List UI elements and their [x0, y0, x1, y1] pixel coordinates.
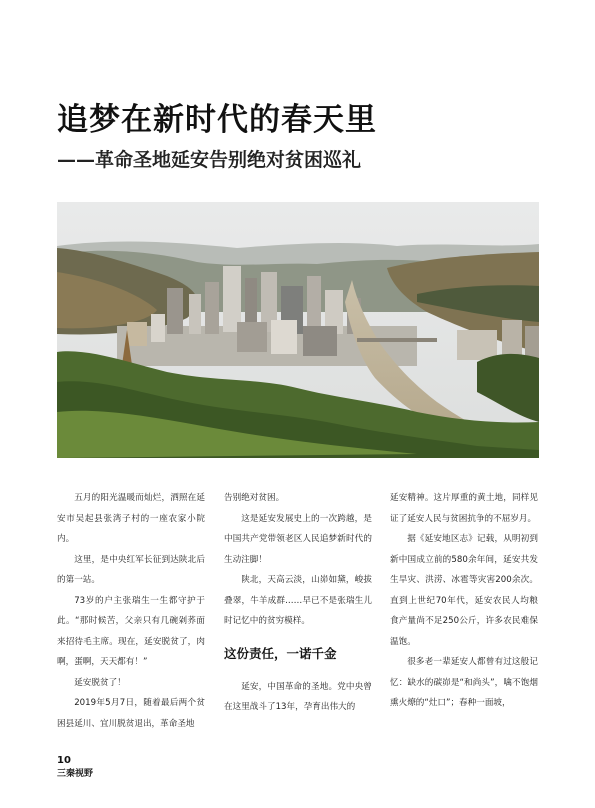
text-column-1	[57, 488, 205, 734]
paragraph: 这是延安发展史上的一次跨越，是中国共产党带领老区人民追梦新时代的生动注脚！	[224, 513, 372, 565]
paragraph: 73岁的户主张瑞生一生都守护于此。“那时候苦，父亲只有几碗剁荞面来招待毛主席。现在，延安脱贫了，肉啊，蛋啊，天天都有！”	[57, 595, 205, 667]
magazine-masthead: 三秦视野	[57, 769, 94, 779]
paragraph: 延安，中国革命的圣地。党中央曾在这里战斗了13年，孕育出伟大的	[224, 681, 372, 712]
text-column-3	[390, 488, 538, 714]
paragraph: 据《延安地区志》记载，从明初到新中国成立前的580余年间，延安共发生旱灾、洪涝、冰雹等灾害200余次。直到上世纪70年代，延安农民人均粮食产量尚不足250公斤，许多农民难保温饱。	[390, 534, 538, 647]
text-column-2	[224, 488, 372, 718]
paragraph-continued: 延安精神。这片厚重的黄土地，同样见证了延安人民与贫困抗争的不屈岁月。	[390, 493, 538, 524]
paragraph-continued: 告别绝对贫困。	[224, 493, 285, 503]
paragraph: 五月的阳光温暖而灿烂，洒照在延安市吴起县张湾子村的一座农家小院内。	[57, 493, 205, 544]
section-heading: 这份责任，一诺千金	[224, 645, 337, 661]
city-panorama-photo	[57, 202, 539, 458]
article-subtitle: ——革命圣地延安告别绝对贫困巡礼	[57, 149, 362, 171]
article-title: 追梦在新时代的春天里	[57, 102, 377, 138]
paragraph: 这里，是中央红军长征到达陕北后的第一站。	[57, 554, 205, 585]
paragraph: 很多老一辈延安人都曾有过这般记忆：缺水的碳峁是“和尚头”，噙不饱烟熏火燎的“灶口”；春种一面坡，	[390, 657, 538, 708]
paragraph: 陕北，天高云淡，山峁如黛，峻拔叠翠，牛羊成群……早已不是张瑞生儿时记忆中的贫穷模样。	[224, 575, 372, 626]
page-number: 10	[57, 755, 71, 766]
paragraph: 延安脱贫了！	[74, 677, 126, 688]
paragraph: 2019年5月7日，随着最后两个贫困县延川、宜川脱贫退出，革命圣地	[57, 698, 205, 729]
